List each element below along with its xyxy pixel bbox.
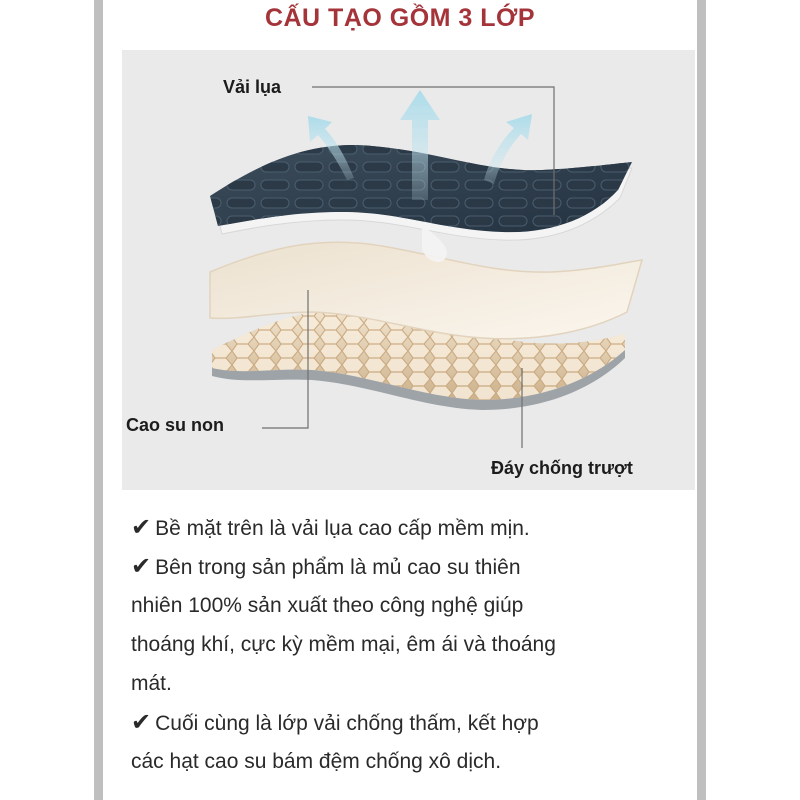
product-info-panel — [103, 0, 697, 800]
feature-line — [131, 508, 691, 547]
feature-line — [131, 742, 691, 781]
feature-text: Bề mặt trên là vải lụa cao cấp mềm mịn. — [155, 517, 530, 540]
feature-line — [131, 586, 691, 625]
feature-text: Bên trong sản phẩm là mủ cao su thiên — [155, 556, 521, 579]
feature-line — [131, 547, 691, 586]
feature-text: các hạt cao su bám đệm chống xô dịch. — [131, 750, 502, 773]
top-layer-label: Vải lụa — [223, 77, 282, 97]
middle-layer-label: Cao su non — [126, 415, 224, 435]
check-icon: ✔ — [131, 553, 152, 580]
feature-line — [131, 703, 691, 742]
feature-text: mát. — [131, 672, 172, 695]
right-border — [697, 0, 706, 800]
feature-line — [131, 664, 691, 703]
bottom-layer-label: Đáy chống trượt — [491, 458, 633, 478]
feature-text: nhiên 100% sản xuất theo công nghệ giúp — [131, 594, 524, 617]
layer-diagram — [122, 50, 695, 490]
page-title: CẤU TẠO GỒM 3 LỚP — [264, 4, 536, 32]
left-border — [94, 0, 103, 800]
check-icon: ✔ — [131, 514, 152, 541]
feature-list — [131, 508, 691, 781]
feature-text: Cuối cùng là lớp vải chống thấm, kết hợp — [155, 712, 539, 735]
check-icon: ✔ — [131, 709, 152, 736]
feature-line — [131, 625, 691, 664]
feature-text: thoáng khí, cực kỳ mềm mại, êm ái và thoáng — [131, 633, 556, 656]
